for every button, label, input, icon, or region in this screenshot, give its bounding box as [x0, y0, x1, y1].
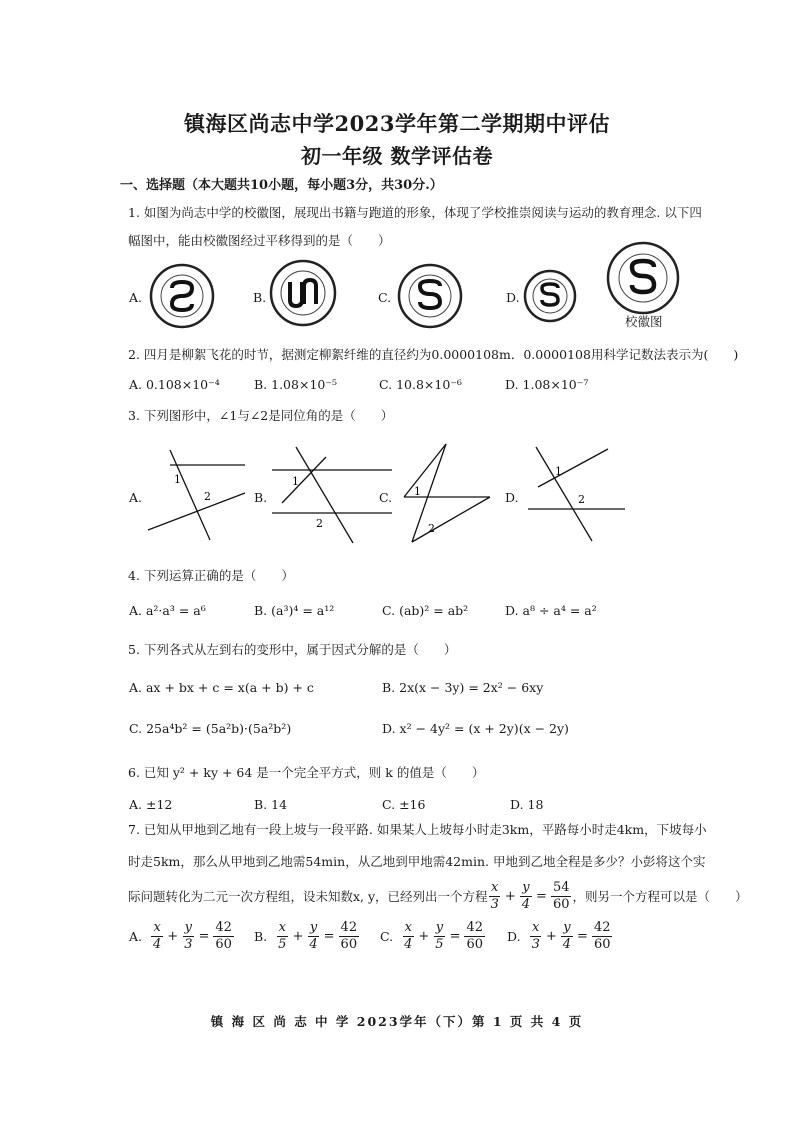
- emblem-caption: 校徽图: [625, 314, 663, 329]
- q6-option-d: D. 18: [510, 797, 544, 812]
- q3-a-angle-2: 2: [204, 490, 211, 503]
- q3-option-d: D.: [505, 490, 519, 505]
- emblem-option-d: [522, 268, 578, 324]
- q5-stem: 5. 下列各式从左到右的变形中，属于因式分解的是（ ）: [128, 642, 457, 657]
- q7-option-c: C. $\frac{x}{4}$ + $\frac{y}{5}$ = $\frac{42}{60}$: [380, 920, 484, 952]
- q3-a-angle-1: 1: [174, 473, 181, 486]
- q5-option-d: D. x² − 4y² = (x + 2y)(x − 2y): [382, 721, 569, 736]
- q6-option-b: B. 14: [254, 797, 288, 812]
- q7-line3-text-a: 际问题转化为二元一次方程组，设未知数x, y，已经列出一个方程: [128, 888, 488, 904]
- q1-option-c: C.: [378, 290, 392, 305]
- q3-b-angle-1: 1: [292, 475, 299, 488]
- q1-option-a: A.: [129, 290, 143, 305]
- q7-line3-text-b: ，则另一个方程可以是（ ）: [572, 888, 748, 904]
- q6-stem: 6. 已知 y² + ky + 64 是一个完全平方式，则 k 的值是（ ）: [128, 765, 485, 780]
- q3-d-angle-2: 2: [578, 493, 585, 506]
- q2-option-c: C. 10.8×10⁻⁶: [379, 377, 462, 392]
- q6-option-c: C. ±16: [382, 797, 426, 812]
- q7-option-a: A. $\frac{x}{4}$ + $\frac{y}{3}$ = $\frac{42}{60}$: [129, 920, 232, 952]
- q3-figure-c: [396, 440, 496, 550]
- q7-options: [129, 920, 649, 953]
- q7-line1: 7. 已知从甲地到乙地有一段上坡与一段平路. 如果某人上坡每小时走3km，平路每小时走4km，下坡每小: [128, 822, 707, 837]
- q3-option-c: C.: [379, 490, 393, 505]
- q5-option-a: A. ax + bx + c = x(a + b) + c: [129, 680, 314, 695]
- q3-stem: 3. 下列图形中，∠1与∠2是同位角的是（ ）: [128, 408, 394, 423]
- q3-option-a: A.: [129, 490, 143, 505]
- q1-option-d: D.: [506, 290, 520, 305]
- emblem-option-b: [268, 258, 338, 328]
- q4-option-b: B. (a³)⁴ = a¹²: [254, 603, 335, 618]
- q4-option-c: C. (ab)² = ab²: [382, 603, 469, 618]
- q7-option-d: D. $\frac{x}{3}$ + $\frac{y}{4}$ = $\frac{42}{60}$: [507, 920, 611, 952]
- q7-line2: 时走5km，那么从甲地到乙地需54min，从乙地到甲地需42min. 甲地到乙地全程是多少？小彭将这个实: [128, 854, 706, 869]
- q2-option-a: A. 0.108×10⁻⁴: [129, 377, 220, 392]
- q2-option-b: B. 1.08×10⁻⁵: [254, 377, 337, 392]
- q1-stem-line1: 1. 如图为尚志中学的校徽图，展现出书籍与跑道的形象，体现了学校推崇阅读与运动的教育理念. 以下四: [128, 205, 702, 220]
- q3-option-b: B.: [254, 490, 268, 505]
- q7-line3: [128, 880, 748, 913]
- q3-figure-a: [140, 445, 250, 545]
- school-emblem: [605, 240, 681, 316]
- emblem-option-c: [396, 262, 464, 330]
- exam-title: 镇海区尚志中学2023学年第二学期期中评估: [184, 111, 610, 136]
- section-heading: 一、选择题（本大题共10小题，每小题3分，共30分.）: [120, 178, 443, 193]
- q3-figure-d: [522, 445, 627, 545]
- q2-stem: 2. 四月是柳絮飞花的时节，据测定柳絮纤维的直径约为0.0000108m．0.0000108用科学记数法表示为( ): [128, 347, 739, 362]
- q5-option-c: C. 25a⁴b² = (5a²b)·(5a²b²): [129, 721, 292, 736]
- q4-option-a: A. a²·a³ = a⁶: [129, 603, 206, 618]
- q3-c-angle-2: 2: [428, 522, 435, 535]
- q3-c-angle-1: 1: [414, 485, 421, 498]
- q6-option-a: A. ±12: [129, 797, 173, 812]
- q3-d-angle-1: 1: [555, 465, 562, 478]
- emblem-option-a: [148, 262, 216, 330]
- q1-stem-line2: 幅图中，能由校徽图经过平移得到的是（ ）: [128, 233, 391, 248]
- exam-subtitle: 初一年级 数学评估卷: [301, 144, 493, 168]
- q2-option-d: D. 1.08×10⁻⁷: [505, 377, 589, 392]
- q1-option-b: B.: [253, 290, 267, 305]
- q7-option-b: B. $\frac{x}{5}$ + $\frac{y}{4}$ = $\frac{42}{60}$: [254, 920, 358, 952]
- q4-stem: 4. 下列运算正确的是（ ）: [128, 568, 294, 583]
- q5-option-b: B. 2x(x − 3y) = 2x² − 6xy: [382, 680, 544, 695]
- q4-option-d: D. a⁸ ÷ a⁴ = a²: [505, 603, 597, 618]
- q3-figure-b: [268, 445, 396, 545]
- page-footer: 镇 海 区 尚 志 中 学 2023学年（下）第 1 页 共 4 页: [210, 1014, 584, 1029]
- q7-given-equation: $\frac{x}{3}$ + $\frac{y}{4}$ = $\frac{54}{60}$: [490, 880, 570, 912]
- q3-b-angle-2: 2: [316, 517, 323, 530]
